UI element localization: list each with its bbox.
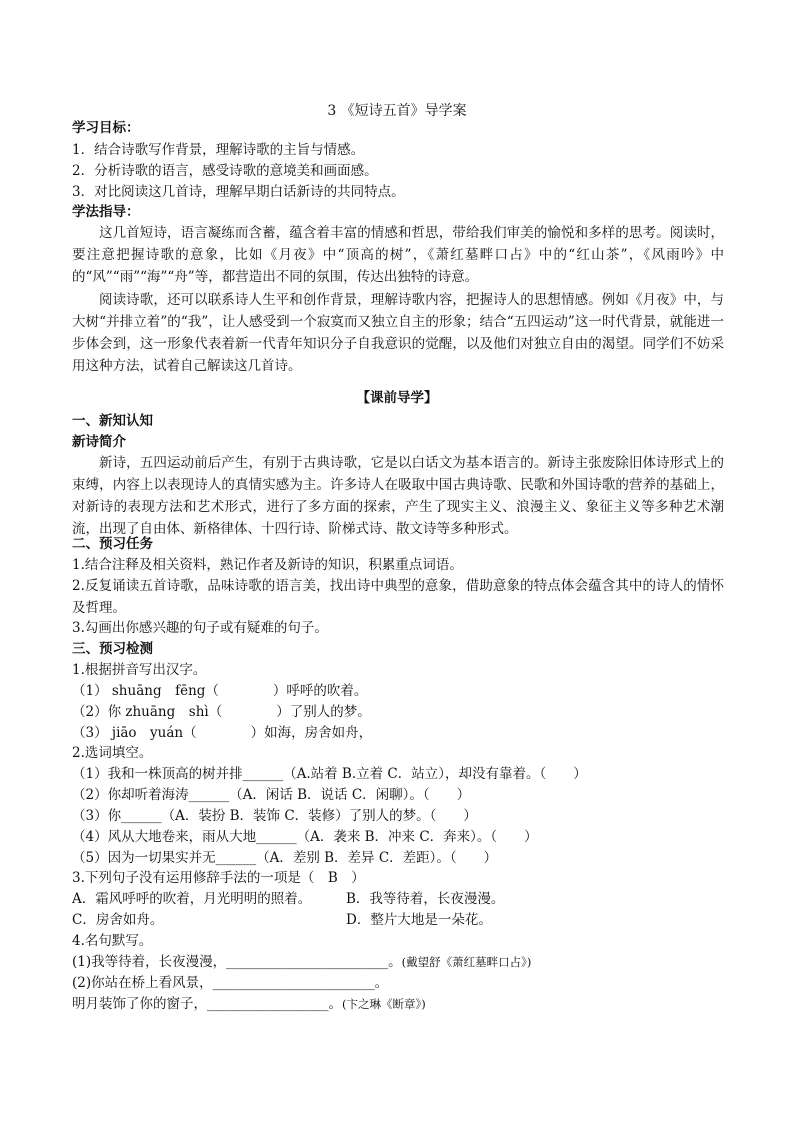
- goals-heading: 学习目标：: [72, 120, 140, 136]
- q4-item-1-source: (戴望舒《萧红墓畔口占》): [401, 955, 532, 969]
- task-item-2: 2.反复诵读五首诗歌，品味诗歌的语言美，找出诗中典型的意象，借助意象的特点体会蕴含其中的诗人的情怀及哲理。: [72, 578, 724, 616]
- q4-item-2: (2)你站在桥上看风景，________________________。: [72, 975, 389, 991]
- q2-stem: 2.选词填空。: [72, 745, 153, 761]
- goal-item-2: 2．分析诗歌的语言，感受诗歌的意境美和画面感。: [72, 163, 378, 179]
- method-paragraph-2: 阅读诗歌，还可以联系诗人生平和创作背景，理解诗歌内容，把握诗人的思想情感。例如《月夜》中，与大树“并排立着”的“我”，让人感受到一个寂寞而又独立自主的形象；结合“五四运动”这一时代背景，就能进一步体会到，这一形象代表着新一代青年知识分子自我意识的觉醒，以及他们对独立自由的渴望。同学们不妨采用这种方法，试着自己解读这几首诗。: [72, 292, 724, 374]
- q1-stem: 1.根据拼音写出汉字。: [72, 662, 207, 678]
- q3-option-c: C．房舍如舟。: [72, 912, 164, 928]
- method-heading: 学法指导：: [72, 204, 140, 220]
- section-header: 【课前导学】: [356, 390, 438, 406]
- task-item-1: 1.结合注释及相关资料，熟记作者及新诗的知识，积累重点词语。: [72, 557, 463, 573]
- q4-item-3-text: 明月装饰了你的窗子，__________________。: [72, 996, 342, 1012]
- q2-item-4: （4）风从大地卷来，雨从大地______（A．袭来 B．冲来 C．奔来）。（ ）: [72, 829, 538, 845]
- part1-heading: 一、新知认知: [72, 413, 153, 429]
- q1-item-2: （2）你 zhuāng shì（ ）了别人的梦。: [72, 704, 371, 720]
- q4-item-3: [72, 993, 426, 1015]
- document-title: 3 《短诗五首》导学案: [327, 103, 467, 119]
- q3-option-b: B．我等待着，长夜漫漫。: [346, 891, 505, 907]
- q2-item-5: （5）因为一切果实并无______（A．差别 B．差异 C．差距）。（ ）: [72, 850, 498, 866]
- part2-heading: 二、预习任务: [72, 536, 153, 552]
- q1-item-1: （1） shuāng fēng（ ）呼呼的吹着。: [72, 683, 368, 699]
- new-poetry-paragraph: 新诗，五四运动前后产生，有别于古典诗歌，它是以白话文为基本语言的。新诗主张废除旧体诗形式上的束缚，内容上以表现诗人的真情实感为主。许多诗人在吸取中国古典诗歌、民歌和外国诗歌的营养的基础上，对新诗的表现方法和艺术形式，进行了多方面的探索，产生了现实主义、浪漫主义、象征主义等多种艺术潮流，出现了自由体、新格律体、十四行诗、阶梯式诗、散文诗等多种形式。: [72, 455, 724, 537]
- q3-stem: 3.下列句子没有运用修辞手法的一项是（ B ）: [72, 870, 365, 886]
- q2-item-2: （2）你却听着海涛______（A．闲话 B．说话 C．闲聊）。（ ）: [72, 787, 471, 803]
- q4-item-1: [72, 951, 531, 973]
- q1-item-3: （3） jiāo yuán（ ）如海，房舍如舟，: [72, 725, 373, 741]
- q4-stem: 4.名句默写。: [72, 933, 153, 949]
- q3-option-d: D．整片大地是一朵花。: [346, 912, 492, 928]
- q4-item-1-text: (1)我等待着，长夜漫漫，________________________。: [72, 954, 402, 970]
- q2-item-3: （3）你______（A．装扮 B．装饰 C．装修）了别人的梦。（ ）: [72, 808, 477, 824]
- task-item-3: 3.勾画出你感兴趣的句子或有疑难的句子。: [72, 620, 328, 636]
- goal-item-3: 3．对比阅读这几首诗，理解早期白话新诗的共同特点。: [72, 184, 405, 200]
- method-paragraph-1: 这几首短诗，语言凝练而含蓄，蕴含着丰富的情感和哲思，带给我们审美的愉悦和多样的思考。阅读时，要注意把握诗歌的意象，比如《月夜》中“顶高的树”，《萧红墓畔口占》中的“红山茶”，《风雨吟》中的“风”“雨”“海”“舟”等，都营造出不同的氛围，传达出独特的诗意。: [72, 225, 724, 285]
- q2-item-1: （1）我和一株顶高的树并排______（A.站着 B.立着 C．站立），却没有靠着。（ ）: [72, 766, 587, 782]
- part3-heading: 三、预习检测: [72, 641, 153, 657]
- goal-item-1: 1．结合诗歌写作背景，理解诗歌的主旨与情感。: [72, 142, 365, 158]
- q4-item-3-source: (卞之琳《断章》): [342, 997, 426, 1011]
- part1-subheading: 新诗简介: [72, 434, 126, 450]
- q3-option-a: A．霜风呼呼的吹着，月光明明的照着。: [72, 891, 312, 907]
